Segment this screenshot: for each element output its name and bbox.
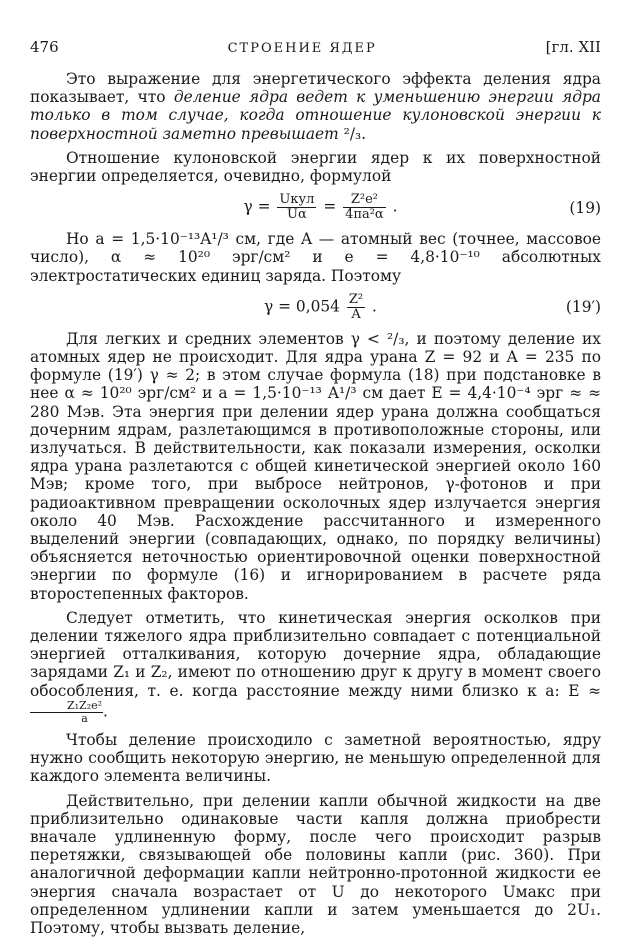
formula-19-lhs: γ =	[243, 197, 271, 216]
formula-19	[30, 193, 601, 222]
paragraph-5-formula-lhs: E ≈	[568, 681, 601, 700]
paragraph-7: Действительно, при делении капли обычной жидкости на две приблизительно одинаковые части капля должна приобрести вначале удлиненную форму, после чего происходит разрыв перетяжки, связывающей обе половины капли (рис. 360). При аналогичной деформации капли нейтронно-протонной жидкости ее энергия сначала возрастает от U до некоторого Uмакс при определенном удлинении капли и затем уменьшается до 2U₁. Поэтому, чтобы вызвать деление,	[30, 791, 601, 937]
formula-19-prime	[30, 293, 601, 322]
paragraph-5-formula-end: .	[103, 702, 108, 721]
paragraph-5-formula-fraction	[30, 700, 103, 725]
chapter-label: [гл. XII	[545, 38, 601, 56]
paragraph-2: Отношение кулоновской энергии ядер к их поверхностной энергии определяется, очевидно, формулой	[30, 148, 601, 186]
page-header	[30, 38, 601, 56]
paragraph-1-emphasis: деление ядра ведет к уменьшению энергии ядра только в том случае, когда отношение кулоновской энергии к поверхностной заметно превышает	[30, 88, 601, 143]
formula-19-fraction-2	[343, 193, 386, 222]
paragraph-5-formula-numerator: Z₁Z₂e²	[30, 700, 103, 713]
formula-19-fraction-1	[277, 193, 316, 222]
page-number: 476	[30, 38, 59, 56]
formula-19-prime-number: (19′)	[565, 298, 601, 317]
paragraph-1-tail: ²/₃.	[338, 124, 367, 143]
paragraph-1	[30, 70, 601, 143]
formula-19-prime-expression	[30, 293, 551, 322]
formula-19-number: (19)	[569, 198, 601, 217]
formula-19-prime-end: .	[372, 297, 377, 316]
formula-19-frac1-numerator: Uкул	[279, 192, 315, 208]
formula-19-expression	[30, 193, 551, 222]
formula-19-prime-fraction	[347, 293, 365, 322]
formula-19-frac2-numerator: Z²e²	[343, 193, 386, 208]
formula-19-equals: =	[323, 197, 337, 216]
formula-19-prime-numerator: Z²	[348, 291, 364, 307]
running-title: СТРОЕНИЕ ЯДЕР	[227, 41, 377, 56]
formula-19-prime-denominator: A	[351, 306, 361, 322]
formula-19-frac1-denominator: Uα	[287, 207, 307, 223]
paragraph-1-lead: Это выражение для энергетического эффекта деления ядра показывает, что	[30, 70, 601, 107]
paragraph-4: Для легких и средних элементов γ < ²/₃, и поэтому деление их атомных ядер не происходит. Для ядра урана Z = 92 и A = 235 по формуле (19′) γ ≈ 2; в этом случае формула (18) при подстановке в нее α ≈ 10²⁰ эрг/см² и a = 1,5·10⁻¹³ A¹/³ см дает E = 4,4·10⁻⁴ эрг ≈ ≈ 280 Мэв. Эта энергия при делении ядер урана должна сообщаться дочерним ядрам, разлетающимся в противоположные стороны, или излучаться. В действительности, как показали измерения, осколки ядра урана разлетаются с общей кинетической энергией около 160 Мэв; кроме того, при выбросе нейтронов, γ-фотонов и при радиоактивном превращении осколочных ядер излучается энергия около 40 Мэв. Расхождение рассчитанного и измеренного выделений энергии (совпадающих, однако, по порядку величины) объясняется неточностью ориентировочной оценки поверхностной энергии по формуле (16) и игнорированием в расчете ряда второстепенных факторов.	[30, 329, 601, 603]
paragraph-5-text: Следует отметить, что кинетическая энергия осколков при делении тяжелого ядра приблизительно совпадает с потенциальной энергией отталкивания, которую дочерние ядра, обладающие зарядами Z₁ и Z₂, имеют по отношению друг к другу в момент своего обособления, т. е. когда расстояние между ними близко к a:	[30, 608, 601, 700]
paragraph-5-formula-denominator: a	[81, 711, 88, 725]
formula-19-frac2-denominator: 4πa²α	[345, 207, 384, 223]
paragraph-3: Но a = 1,5·10⁻¹³A¹/³ см, где A — атомный вес (точнее, массовое число), α ≈ 10²⁰ эрг/см² и e = 4,8·10⁻¹⁰ абсолютных электростатических единиц заряда. Поэтому	[30, 230, 601, 285]
formula-19-prime-lhs: γ = 0,054	[264, 297, 340, 316]
page-body	[30, 70, 601, 937]
paragraph-5	[30, 609, 601, 725]
paragraph-6: Чтобы деление происходило с заметной вероятностью, ядру нужно сообщить некоторую энергию, не меньшую определенной для каждого элемента величины.	[30, 730, 601, 786]
formula-19-end: .	[392, 197, 398, 216]
